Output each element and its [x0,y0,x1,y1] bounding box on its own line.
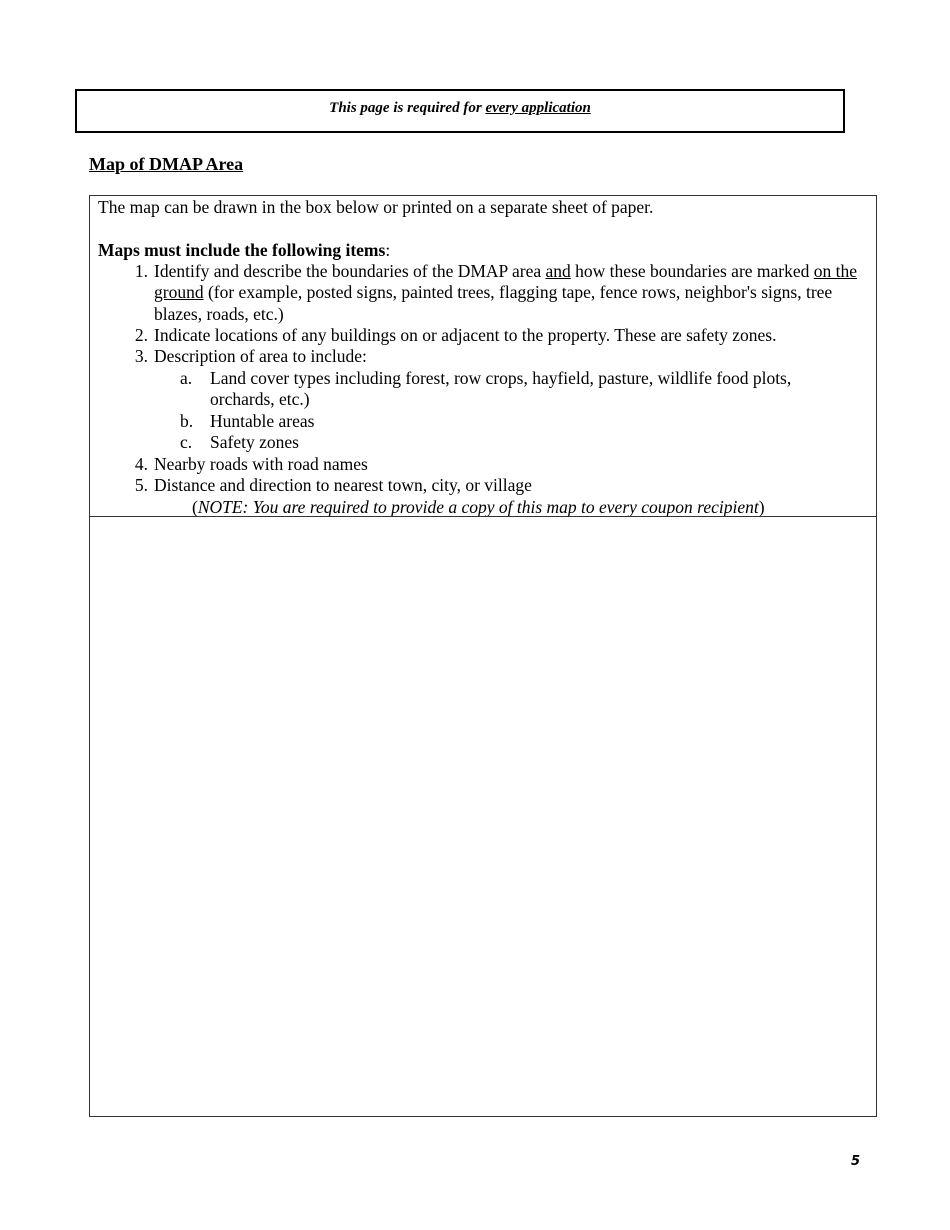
sub-item-letter: a. [180,368,193,388]
sub-item-a [180,368,840,411]
sub-item-c [180,432,840,453]
list-item-number: 5. [134,475,148,495]
instructions-box [89,195,877,517]
requirements-heading-bold: Maps must include the following items [98,240,386,260]
requirements-heading [98,240,390,261]
sub-item-text: Land cover types including forest, row crops, hayfield, pasture, wildlife food plots, orchards, etc.) [210,368,792,410]
notice-emphasis: every application [485,100,591,116]
note-close-paren: ) [758,497,765,517]
sub-item-text: Huntable areas [210,411,315,431]
section-title: Map of DMAP Area [89,154,244,174]
list-item-number: 3. [134,346,148,366]
required-notice-box [75,89,845,133]
list-item-text: Nearby roads with road names [154,454,368,474]
list-item-3 [134,346,866,367]
sub-item-b [180,411,840,432]
list-item-2 [134,325,866,346]
notice-prefix: This page is required for [329,100,486,116]
requirements-heading-colon: : [385,240,391,260]
item-1-part1: Identify and describe the boundaries of the DMAP area [154,261,546,281]
map-drawing-area[interactable] [89,516,877,1117]
sub-item-letter: b. [180,411,194,431]
list-item-number: 2. [134,325,148,345]
list-item-text: Indicate locations of any buildings on or adjacent to the property. These are safety zones. [154,325,777,345]
required-notice-text [329,100,591,117]
list-item-number: 1. [134,261,148,281]
list-item-text: Distance and direction to nearest town, city, or village [154,475,532,495]
item-1-underline-and: and [545,261,571,281]
list-item-number: 4. [134,454,148,474]
item-1-part3: (for example, posted signs, painted trees, flagging tape, fence rows, neighbor's signs, tree blazes, roads, etc.) [154,282,833,324]
note-italic: NOTE: You are required to provide a copy of this map to every coupon recipient [197,497,759,517]
sub-item-letter: c. [180,432,193,452]
item-1-part2: how these boundaries are marked [570,261,814,281]
item-1-underline-ground: on the ground [154,261,858,303]
list-item-1 [134,261,866,325]
intro-text: The map can be drawn in the box below or printed on a separate sheet of paper. [98,197,654,217]
page-number: 5 [851,1154,861,1169]
note-open-paren: ( [192,497,198,517]
list-item-5 [134,475,866,496]
list-item-text: Description of area to include: [154,346,367,366]
sub-item-text: Safety zones [210,432,299,452]
list-item-4 [134,454,866,475]
